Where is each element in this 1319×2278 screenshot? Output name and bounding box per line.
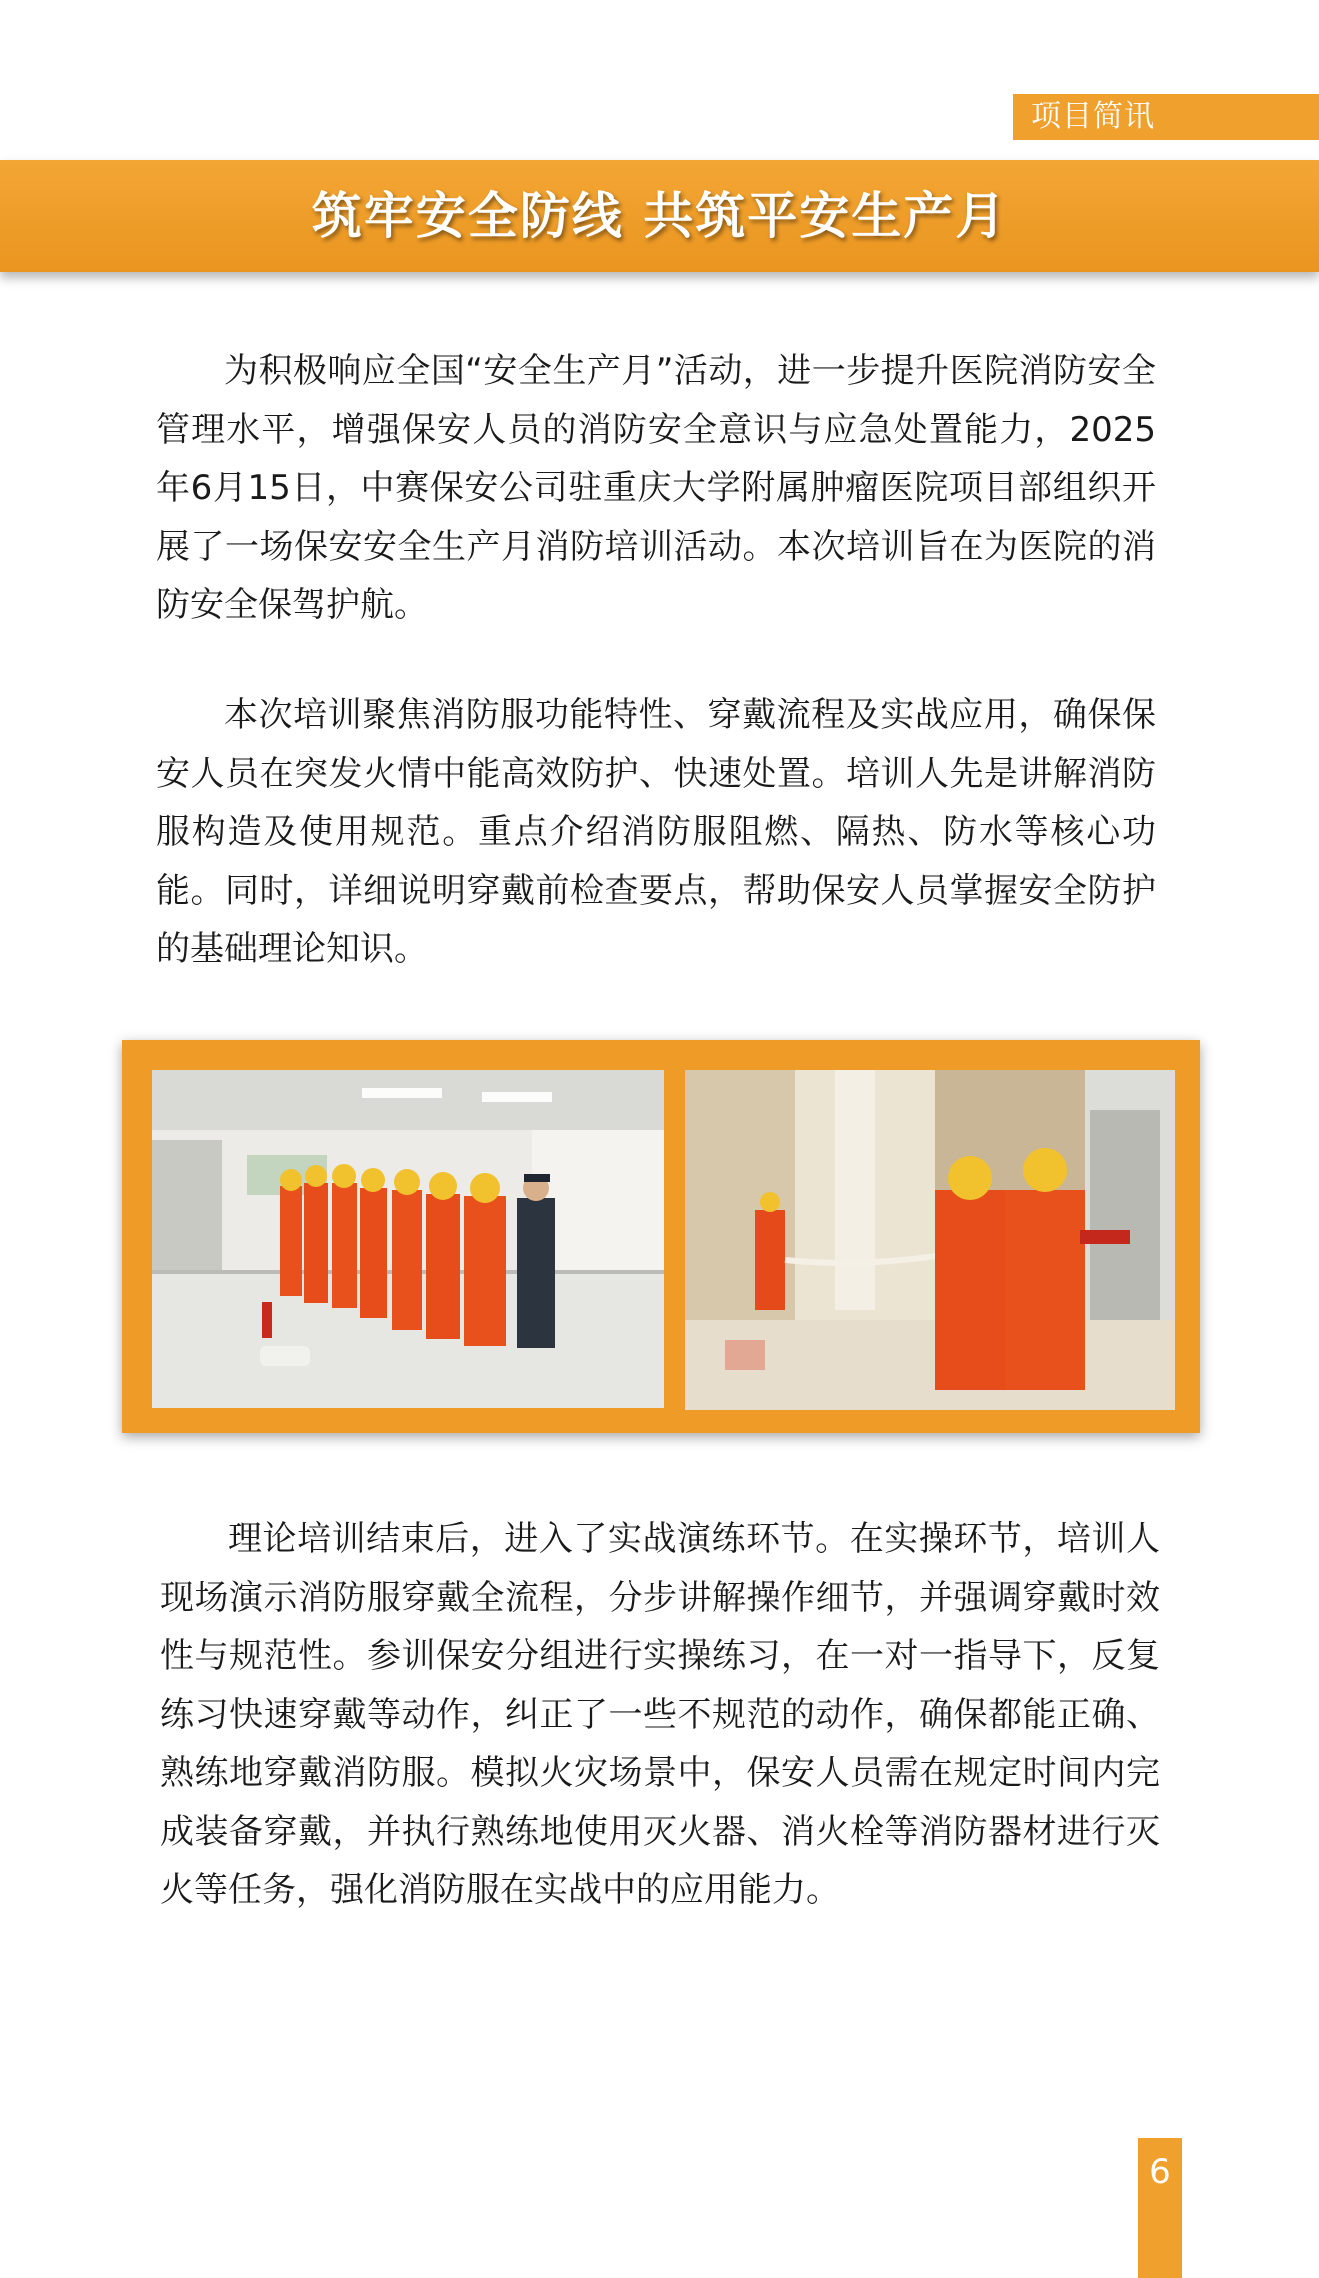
photo-hose-drill [685, 1070, 1175, 1410]
paragraph-training-focus: 本次培训聚焦消防服功能特性、穿戴流程及实战应用，确保保安人员在突发火情中能高效防护、快速处置。培训人先是讲解消防服构造及使用规范。重点介绍消防服阻燃、隔热、防水等核心功能。同时，详细说明穿戴前检查要点，帮助保安人员掌握安全防护的基础理论知识。 [156, 695, 1156, 969]
photo-hose-drill-graphic [685, 1070, 1175, 1410]
photo-frame [122, 1040, 1200, 1433]
paragraph-intro: 为积极响应全国“安全生产月”活动，进一步提升医院消防安全管理水平，增强保安人员的消防安全意识与应急处置能力，2025年6月15日，中赛保安公司驻重庆大学附属肿瘤医院项目部组织开展了一场保安安全生产月消防培训活动。本次培训旨在为医院的消防安全保驾护航。 [156, 351, 1156, 625]
title-banner [0, 160, 1319, 272]
page-number: 6 [1138, 2138, 1182, 2278]
page-title: 筑牢安全防线 共筑平安生产月 [311, 186, 1008, 245]
photo-trainees-lineup-graphic [152, 1070, 664, 1408]
paragraph-practical-drill: 理论培训结束后，进入了实战演练环节。在实操环节，培训人现场演示消防服穿戴全流程，分步讲解操作细节，并强调穿戴时效性与规范性。参训保安分组进行实操练习，在一对一指导下，反复练习快速穿戴等动作，纠正了一些不规范的动作，确保都能正确、熟练地穿戴消防服。模拟火灾场景中，保安人员需在规定时间内完成装备穿戴，并执行熟练地使用灭火器、消火栓等消防器材进行灭火等任务，强化消防服在实战中的应用能力。 [160, 1519, 1160, 1910]
photo-trainees-lineup [152, 1070, 664, 1408]
section-tag: 项目简讯 [1013, 94, 1319, 140]
